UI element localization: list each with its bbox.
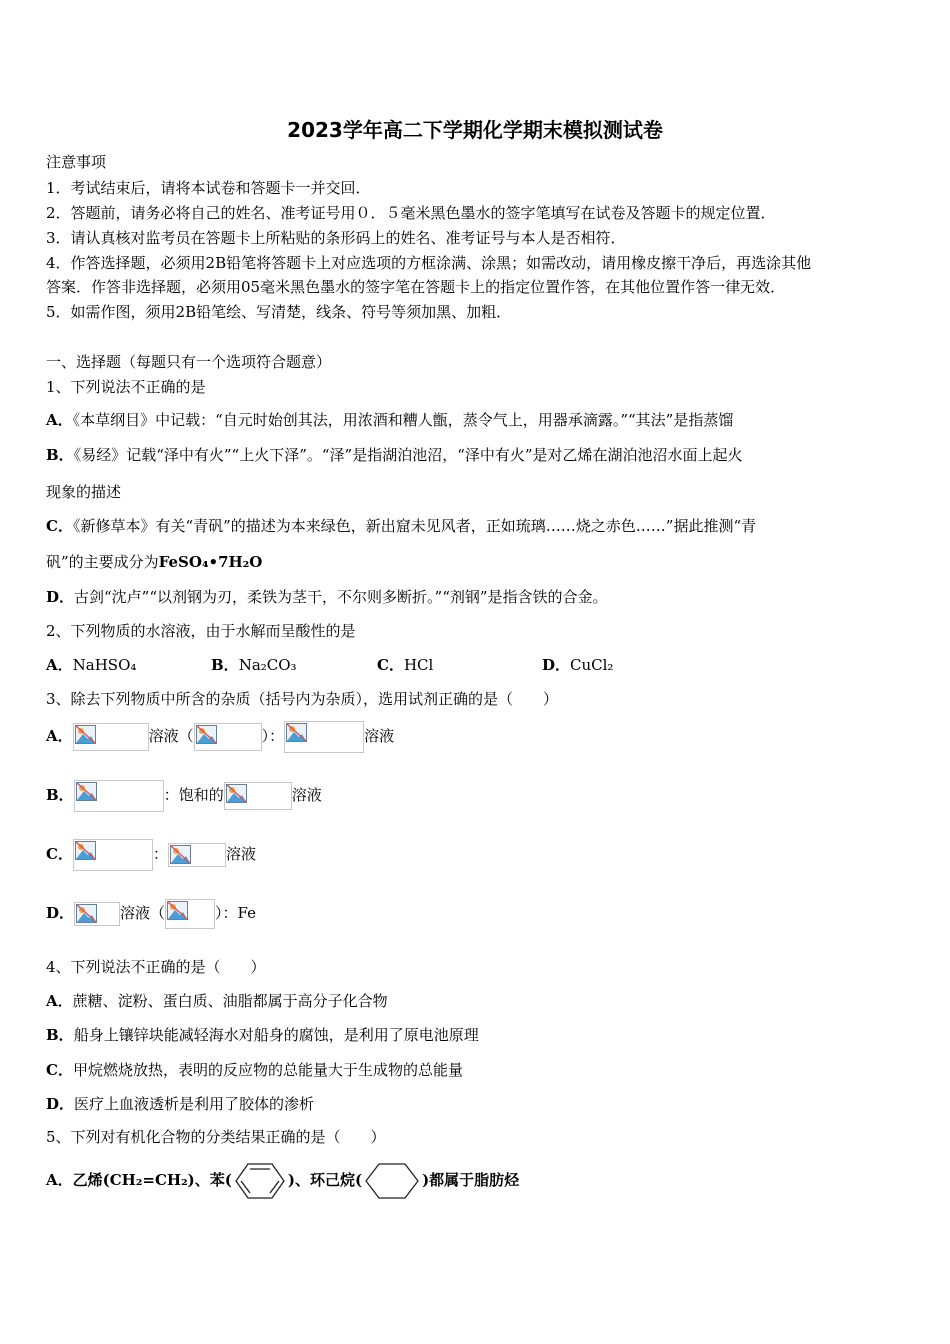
option-letter: A．	[46, 411, 73, 429]
q1-option-c	[46, 516, 756, 536]
option-letter: B．	[46, 786, 74, 804]
option-text: 《本草纲目》中记载：“自元时始创其法，用浓酒和糟人甑，蒸令气上，用器承滴露。”“其法”是指蒸馏	[72, 411, 734, 429]
option-letter: A．	[46, 656, 73, 674]
option-text: 溶液	[291, 786, 322, 804]
q2-option-b	[211, 655, 297, 675]
option-letter: C．	[46, 845, 73, 863]
option-text: 船身上镶锌块能减轻海水对船身的腐蚀，是利用了原电池原理	[73, 1026, 479, 1044]
option-text: 蔗糖、淀粉、蛋白质、油脂都属于高分子化合物	[72, 992, 388, 1010]
option-text: ）：	[261, 727, 285, 745]
q4-option-a	[46, 991, 388, 1011]
option-text: NaHSO₄	[72, 656, 137, 674]
option-letter: A．	[46, 992, 73, 1010]
option-text: 溶液（	[148, 727, 194, 745]
option-text: 矾”的主要成分为	[46, 553, 159, 571]
q4-option-c	[46, 1060, 463, 1080]
cyclohexane-ring-icon	[362, 1161, 422, 1201]
option-text: Na₂CO₃	[238, 656, 297, 674]
option-text: 乙烯(CH₂=CH₂)、苯(	[72, 1171, 232, 1189]
option-text: 溶液	[225, 845, 256, 863]
option-text: 甲烷燃烧放热，表明的反应物的总能量大于生成物的总能量	[72, 1061, 463, 1079]
notice-item: 1．考试结束后，请将本试卷和答题卡一并交回．	[46, 179, 371, 197]
question-3-stem: 3、除去下列物质中所含的杂质（括号内为杂质），选用试剂正确的是（ ）	[46, 690, 559, 708]
option-text: )都属于脂肪烃	[422, 1171, 520, 1189]
option-letter: D．	[46, 588, 75, 606]
q3-option-c	[46, 837, 256, 871]
option-letter: D．	[542, 656, 571, 674]
option-letter: A．	[46, 1171, 73, 1189]
broken-image-icon	[74, 780, 164, 812]
question-2-stem: 2、下列物质的水溶液，由于水解而呈酸性的是	[46, 622, 356, 640]
q1-option-c-cont	[46, 552, 262, 572]
question-1-stem: 1、下列说法不正确的是	[46, 378, 206, 396]
broken-image-icon	[165, 899, 215, 929]
option-text: ）：Fe	[215, 904, 256, 922]
q1-option-b-cont: 现象的描述	[46, 483, 122, 501]
broken-image-icon	[168, 843, 226, 867]
option-text: 《新修草本》有关“青矾”的描述为本来绿色，新出窟未见风者，正如琉璃……烧之赤色……”据此推测“青	[72, 517, 757, 535]
option-text: 古剑“沈卢”“以剂钢为刃，柔铁为茎干，不尔则多断折。”“剂钢”是指含铁的合金。	[74, 588, 608, 606]
option-letter: C．	[377, 656, 404, 674]
q2-option-c	[377, 655, 433, 675]
option-letter: D．	[46, 904, 75, 922]
option-text: 医疗上血液透析是利用了胶体的渗析	[74, 1095, 315, 1113]
q1-option-d	[46, 587, 608, 607]
q2-option-a	[46, 655, 136, 675]
notice-heading: 注意事项	[46, 153, 107, 171]
question-5-stem: 5、下列对有机化合物的分类结果正确的是（ ）	[46, 1128, 386, 1146]
option-letter: C．	[46, 517, 73, 535]
notice-item: 答案．作答非选择题，必须用05毫米黑色墨水的签字笔在答题卡上的指定位置作答，在其他位置作答一律无效．	[46, 278, 786, 296]
q3-option-a	[46, 721, 394, 753]
notice-item: 3．请认真核对监考员在答题卡上所粘贴的条形码上的姓名、准考证号与本人是否相符．	[46, 229, 626, 247]
option-letter: D．	[46, 1095, 75, 1113]
option-text: 溶液（	[120, 904, 166, 922]
option-text: 《易经》记载“泽中有火”“上火下泽”。“泽”是指湖泊池沼，“泽中有火”是对乙烯在湖泊池沼水面上起火	[73, 446, 743, 464]
notice-item: 2．答题前，请务必将自己的姓名、准考证号用０．５毫米黑色墨水的签字笔填写在试卷及答题卡的规定位置．	[46, 204, 776, 222]
q1-option-a	[46, 410, 733, 430]
option-letter: C．	[46, 1061, 73, 1079]
option-text: ：饱和的	[163, 786, 224, 804]
broken-image-icon	[73, 723, 149, 751]
q3-option-d	[46, 896, 256, 930]
q4-option-d	[46, 1094, 314, 1114]
option-letter: B．	[46, 1026, 74, 1044]
chemical-formula: FeSO₄•7H₂O	[158, 553, 263, 571]
broken-image-icon	[73, 839, 153, 871]
q2-option-d	[542, 655, 613, 675]
notice-item: 4．作答选择题，必须用2B铅笔将答题卡上对应选项的方框涂满、涂黑；如需改动，请用橡皮擦干净后，再选涂其他	[46, 254, 812, 272]
broken-image-icon	[284, 721, 364, 753]
option-letter: B．	[211, 656, 239, 674]
q5-option-a	[46, 1158, 519, 1202]
option-text: ：	[152, 845, 168, 863]
page-title: 2023学年高二下学期化学期末模拟测试卷	[287, 118, 663, 142]
notice-item: 5．如需作图，须用2B铅笔绘、写清楚，线条、符号等须加黑、加粗．	[46, 303, 512, 321]
option-text: 溶液	[364, 727, 395, 745]
broken-image-icon	[194, 723, 262, 751]
broken-image-icon	[74, 902, 120, 926]
option-text: CuCl₂	[570, 656, 614, 674]
section-heading: 一、选择题（每题只有一个选项符合题意）	[46, 353, 332, 371]
option-text: )、环己烷(	[287, 1171, 363, 1189]
benzene-ring-icon	[232, 1161, 288, 1201]
q1-option-b	[46, 445, 743, 465]
option-text: HCl	[403, 656, 434, 674]
q4-option-b	[46, 1025, 479, 1045]
option-letter: A．	[46, 727, 73, 745]
broken-image-icon	[224, 782, 292, 810]
q3-option-b	[46, 778, 322, 812]
option-letter: B．	[46, 446, 74, 464]
question-4-stem: 4、下列说法不正确的是（ ）	[46, 958, 266, 976]
